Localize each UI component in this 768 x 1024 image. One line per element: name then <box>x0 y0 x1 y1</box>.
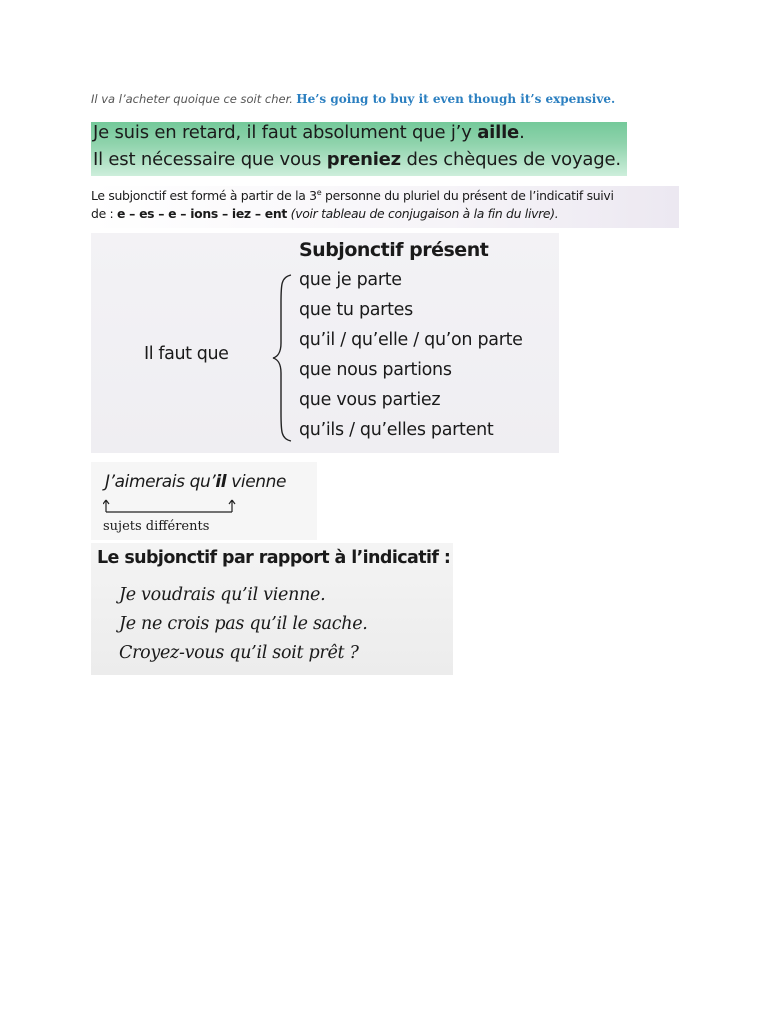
formation-2-text: de : <box>91 206 118 221</box>
example-block <box>91 122 627 176</box>
form-je: que je parte <box>299 270 402 290</box>
intro-line <box>91 92 615 106</box>
sentence-end: vienne <box>226 472 287 492</box>
formation-paragraph <box>91 186 679 228</box>
example-2-verb: preniez <box>326 149 401 170</box>
formation-endings: e – es – e – ions – iez – ent <box>117 206 288 221</box>
example-2-end: des chèques de voyage. <box>400 149 621 170</box>
sentence-start: J’aimerais qu’ <box>105 472 216 492</box>
form-vous: que vous partiez <box>299 390 441 410</box>
form-nous: que nous partions <box>299 360 452 380</box>
different-subjects-example <box>91 462 317 540</box>
example-line-2 <box>93 149 621 170</box>
subjonctif-title: Subjonctif présent <box>299 239 489 261</box>
example-1-verb: aille <box>477 122 520 143</box>
form-il-elle-on: qu’il / qu’elle / qu’on parte <box>299 330 523 350</box>
example-2-text: Il est nécessaire que vous <box>93 149 327 170</box>
comparison-example-1: Je voudrais qu’il vienne. <box>119 585 326 605</box>
indicatif-comparison <box>91 543 453 675</box>
formation-line-2 <box>91 206 558 221</box>
curly-brace-icon <box>271 273 293 443</box>
intro-french: Il va l’acheter quoique ce soit cher. <box>91 92 293 106</box>
comparison-title: Le subjonctif par rapport à l’indicatif : <box>97 548 451 568</box>
example-1-text: Je suis en retard, il faut absolument que j’y <box>93 122 478 143</box>
formation-1-end: personne du pluriel du présent de l’indicatif suivi <box>321 188 614 204</box>
formation-1-sup: e <box>316 188 322 197</box>
subjonctif-present-table <box>91 233 559 453</box>
formation-note: (voir tableau de conjugaison à la fin du livre). <box>287 206 559 221</box>
formation-1-text: Le subjonctif est formé à partir de la 3 <box>91 188 317 204</box>
example-1-end: . <box>519 122 525 143</box>
formation-line-1 <box>91 188 614 203</box>
comparison-example-3: Croyez-vous qu’il soit prêt ? <box>119 643 359 663</box>
comparison-example-2: Je ne crois pas qu’il le sache. <box>119 614 368 634</box>
sentence-subject: il <box>215 472 227 492</box>
intro-english: He’s going to buy it even though it’s expensive. <box>296 92 616 106</box>
subjonctif-lead: Il faut que <box>144 344 229 364</box>
form-ils-elles: qu’ils / qu’elles partent <box>299 420 494 440</box>
example-line-1 <box>93 122 525 143</box>
subject-arrows-icon <box>103 496 243 516</box>
different-subjects-sentence <box>105 472 286 492</box>
form-tu: que tu partes <box>299 300 413 320</box>
different-subjects-label: sujets différents <box>103 519 210 534</box>
